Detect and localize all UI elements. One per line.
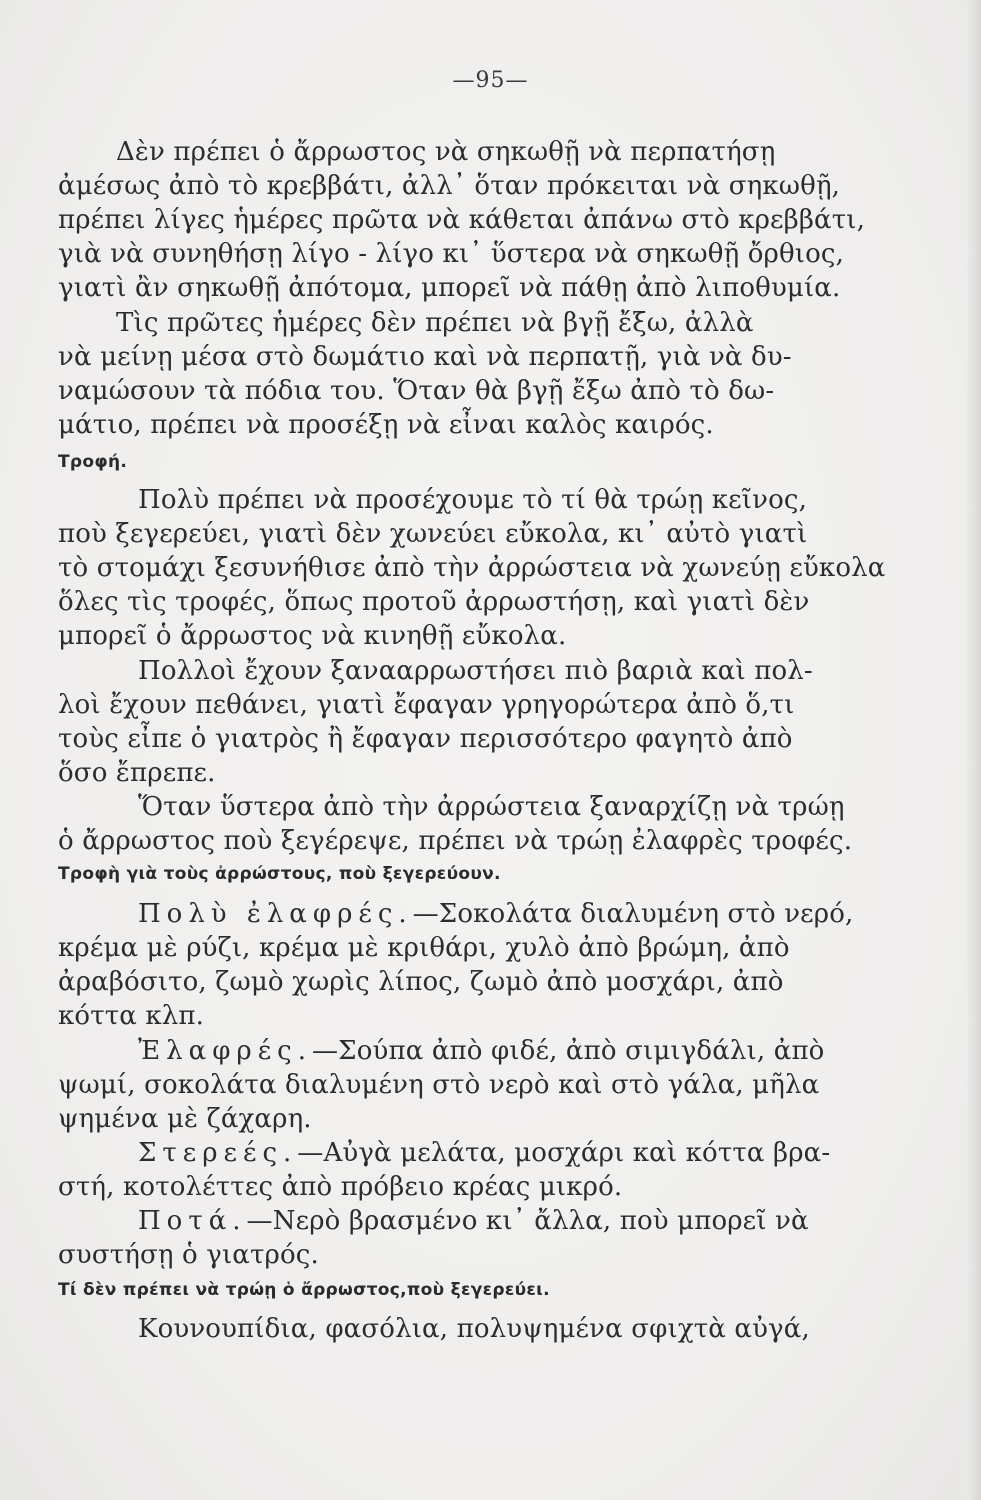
text-line (138, 1135, 830, 1171)
text-line: ἀμέσως ἀπὸ τὸ κρεββάτι, ἀλλ᾽ ὅταν πρόκειται νὰ σηκωθῇ, (58, 171, 841, 201)
text-line: τοὺς εἶπε ὁ γιατρὸς ἢ ἔφαγαν περισσότερο φαγητὸ ἀπὸ (58, 724, 793, 754)
term-text: —Αὐγὰ μελάτα, μοσχάρι καὶ κόττα βρα- (297, 1138, 831, 1168)
section-heading-food: Τροφή. (58, 452, 128, 472)
text-line: μάτιο, πρέπει νὰ προσέξῃ νὰ εἶναι καλὸς καιρός. (58, 410, 714, 440)
term-drinks: Ποτά. (138, 1206, 247, 1236)
text-line: γιὰ νὰ συνηθήσῃ λίγο - λίγο κι᾽ ὕστερα νὰ σηκωθῇ ὄρθιος, (58, 239, 845, 269)
text-line: νὰ μείνῃ μέσα στὸ δωμάτιο καὶ νὰ περπατῇ, γιὰ νὰ δυ- (58, 342, 792, 372)
text-line (138, 1203, 809, 1239)
page-number: —95— (452, 68, 529, 93)
text-line: ψημένα μὲ ζάχαρη. (58, 1104, 312, 1134)
text-line: ὅσο ἔπρεπε. (58, 758, 216, 788)
term-text: —Νερὸ βρασμένο κι᾽ ἄλλα, ποὺ μπορεῖ νὰ (246, 1206, 809, 1236)
text-line: συστήσῃ ὁ γιατρός. (58, 1240, 319, 1270)
text-line: λοὶ ἔχουν πεθάνει, γιατὶ ἔφαγαν γρηγορώτερα ἀπὸ ὅ,τι (58, 690, 795, 720)
text-line: ὅλες τὶς τροφές, ὅπως προτοῦ ἀρρωστήσῃ, καὶ γιατὶ δὲν (58, 587, 810, 617)
page-edge-shadow (967, 0, 981, 1500)
text-line: Δὲν πρέπει ὁ ἄρρωστος νὰ σηκωθῇ νὰ περπατήσῃ (116, 137, 776, 167)
section-heading-forbidden-food: Τί δὲν πρέπει νὰ τρώῃ ὁ ἄρρωστος,ποὺ ξεγερεύει. (58, 1280, 550, 1300)
text-line: Πολὺ πρέπει νὰ προσέχουμε τὸ τί θὰ τρώῃ κεῖνος, (138, 485, 808, 515)
text-line: πρέπει λίγες ἡμέρες πρῶτα νὰ κάθεται ἀπάνω στὸ κρεββάτι, (58, 205, 866, 235)
text-line: Κουνουπίδια, φασόλια, πολυψημένα σφιχτὰ αὐγά, (138, 1314, 810, 1344)
text-line (138, 1033, 824, 1069)
term-light: Ἐλαφρές. (138, 1036, 313, 1066)
text-line: Τὶς πρῶτες ἡμέρες δὲν πρέπει νὰ βγῇ ἔξω, ἀλλὰ (116, 308, 754, 338)
text-line: ποὺ ξεγερεύει, γιατὶ δὲν χωνεύει εὔκολα, κι᾽ αὐτὸ γιατὶ (58, 519, 808, 549)
text-line (138, 896, 853, 932)
text-line: κρέμα μὲ ρύζι, κρέμα μὲ κριθάρι, χυλὸ ἀπὸ βρώμη, ἀπὸ (58, 933, 790, 963)
section-heading-convalescent-food: Τροφὴ γιὰ τοὺς ἀρρώστους, ποὺ ξεγερεύουν. (58, 864, 501, 884)
text-line: ὁ ἄρρωστος ποὺ ξεγέρεψε, πρέπει νὰ τρώῃ ἐλαφρὲς τροφές. (58, 826, 853, 856)
text-line: στή, κοτολέττες ἀπὸ πρόβειο κρέας μικρό. (58, 1172, 623, 1202)
text-line: ναμώσουν τὰ πόδια του. Ὅταν θὰ βγῇ ἔξω ἀπὸ τὸ δω- (58, 376, 775, 406)
term-solid: Στερεές. (138, 1138, 298, 1168)
text-line: τὸ στομάχι ξεσυνήθισε ἀπὸ τὴν ἀρρώστεια νὰ χωνεύῃ εὔκολα (58, 553, 886, 583)
text-line: μπορεῖ ὁ ἄρρωστος νὰ κινηθῇ εὔκολα. (58, 621, 567, 651)
text-line: Πολλοὶ ἔχουν ξανααρρωστήσει πιὸ βαριὰ καὶ πολ- (138, 656, 813, 686)
text-line: Ὅταν ὕστερα ἀπὸ τὴν ἀρρώστεια ξαναρχίζῃ νὰ τρώῃ (138, 792, 845, 822)
text-line: ἀραβόσιτο, ζωμὸ χωρὶς λίπος, ζωμὸ ἀπὸ μοσχάρι, ἀπὸ (58, 967, 784, 997)
text-line: ψωμί, σοκολάτα διαλυμένη στὸ νερὸ καὶ στὸ γάλα, μῆλα (58, 1070, 820, 1100)
text-line: κόττα κλπ. (58, 1001, 205, 1031)
term-text: —Σούπα ἀπὸ φιδέ, ἀπὸ σιμιγδάλι, ἀπὸ (312, 1036, 825, 1066)
term-text: —Σοκολάτα διαλυμένη στὸ νερό, (412, 899, 854, 929)
term-very-light: Πολὺ ἐλαφρές. (138, 899, 413, 929)
text-line: γιατὶ ἂν σηκωθῇ ἀπότομα, μπορεῖ νὰ πάθῃ ἀπὸ λιποθυμία. (58, 273, 841, 303)
